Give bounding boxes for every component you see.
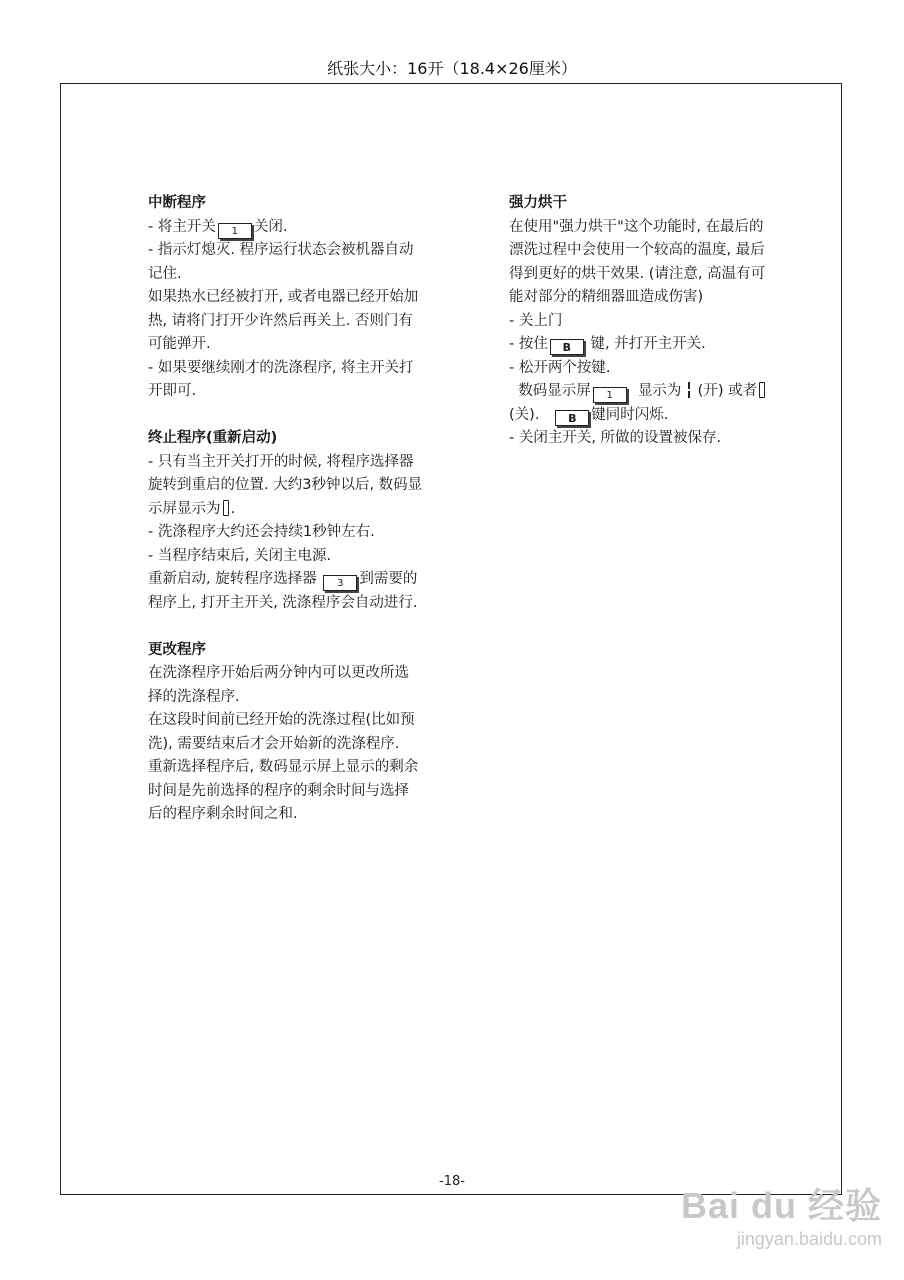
text-line: 程序上, 打开主开关, 洗涤程序会自动进行. [148,594,418,611]
text-line: - 将主开关 1 关闭. [148,218,288,237]
text-line: 时间是先前选择的程序的剩余时间与选择 [148,782,409,799]
display-off-icon [759,382,765,398]
text-line: 旋转到重启的位置. 大约3秒钟以后, 数码显 [148,477,423,493]
text-line: (关). B 键同时闪烁. [509,406,669,425]
text-line: 重新选择程序后, 数码显示屏上显示的剩余 [148,759,419,775]
section-title-change: 更改程序 [148,641,206,658]
text-line: 在这段时间前已经开始的洗涤过程(比如预 [148,712,415,728]
section-title-intensive-dry: 强力烘干 [509,195,567,211]
text-line: - 按住 B 键, 并打开主开关. [509,336,706,354]
text-line: 能对部分的精细器皿造成伤害) [509,289,704,305]
text-line: - 只有当主开关打开的时候, 将程序选择器 [148,453,414,470]
text-line: - 洗涤程序大约还会持续1秒钟左右. [148,524,375,540]
text-line: 在使用"强力烘干"这个功能时, 在最后的 [509,218,764,235]
text-line: 如果热水已经被打开, 或者电器已经开始加 [148,289,419,305]
text-line: - 当程序结束后, 关闭主电源. [148,547,332,564]
watermark-logo: Bai du 经验 [680,1185,882,1226]
text-line: 重新启动, 旋转程序选择器 3 到需要的 [148,571,418,589]
text-line: 热, 请将门打开少许然后再关上. 否则门有 [148,312,413,329]
text-line: - 关闭主开关, 所做的设置被保存. [509,430,722,446]
text-line: 数码显示屏 1 显示为 (开) 或者 [509,380,819,404]
key-1-icon: 1 [593,387,627,403]
paper-size-label: 纸张大小：16开（18.4×26厘米） [327,59,577,78]
text-line: - 松开两个按键. [509,359,611,376]
text-line: 记住. [148,265,182,282]
left-column [148,192,478,827]
page-number: -18- [439,1174,465,1189]
text-line: - 关上门 [509,312,563,329]
text-line: 后的程序剩余时间之和. [148,806,298,822]
key-b-icon: B [550,339,584,355]
text-line: - 指示灯熄灭. 程序运行状态会被机器自动 [148,242,414,258]
text-line: 择的洗涤程序. [148,688,240,705]
text-line: 洗), 需要结束后才会开始新的洗涤程序. [148,735,400,752]
display-zero-icon [223,500,229,516]
key-1-icon: 1 [218,223,252,239]
key-3-icon: 3 [323,575,357,591]
key-b-icon: B [555,410,589,426]
watermark-url: jingyan.baidu.com [736,1229,882,1249]
text-line: 得到更好的烘干效果. (请注意, 高温有可 [509,265,766,282]
section-title-stop: 终止程序(重新启动) [148,430,278,446]
text-line: 可能弹开. [148,336,211,352]
text-line: 示屏显示为 . [148,500,236,517]
text-line: 在洗涤程序开始后两分钟内可以更改所选 [148,665,409,681]
section-title-interrupt: 中断程序 [148,195,206,211]
text-line: 开即可. [148,383,197,399]
display-on-icon [688,382,691,398]
text-line: 漂洗过程中会使用一个较高的温度, 最后 [509,242,765,258]
right-column [509,192,819,451]
text-line: - 如果要继续刚才的洗涤程序, 将主开关打 [148,359,414,376]
watermark [681,1178,882,1250]
